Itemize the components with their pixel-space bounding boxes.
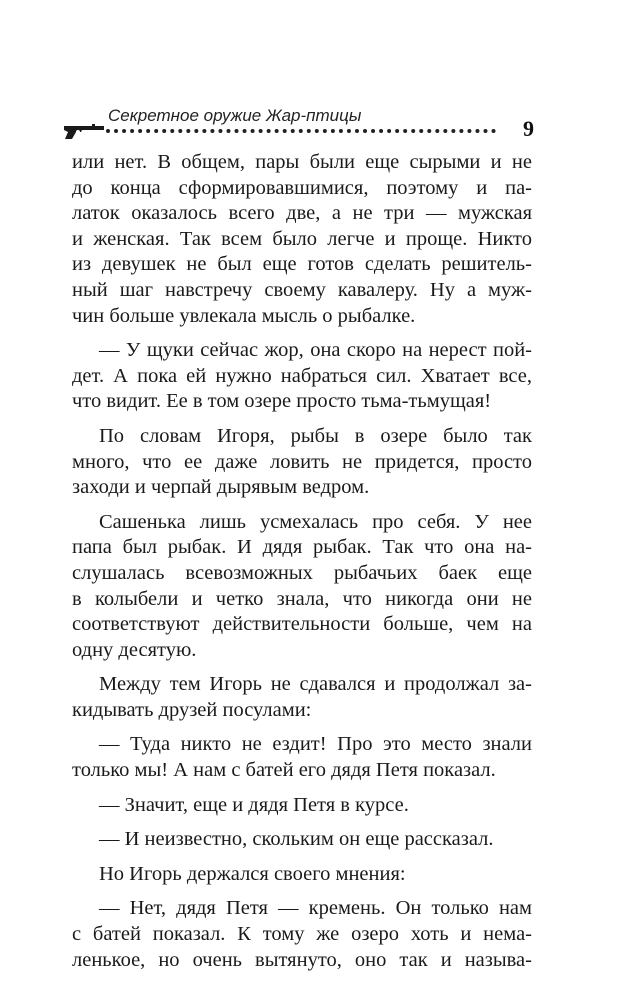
text-line: Между тем Игорь не сдавался и продолжал за- <box>99 673 532 696</box>
text-line: дет. А пока ей нужно набраться сил. Хватает все, <box>72 364 532 387</box>
text-line: одну десятую. <box>72 638 197 661</box>
text-line: с батей показал. К тому же озеро хоть и нема- <box>72 923 532 946</box>
text-line: папа был рыбак. И дядя рыбак. Так что она на- <box>72 536 532 559</box>
paragraph-7 <box>72 793 532 819</box>
text-line: до конца сформировавшимися, поэтому и па- <box>72 176 532 199</box>
paragraph-10 <box>72 896 532 973</box>
revolver-icon <box>62 122 106 140</box>
text-line: что видит. Ее в том озере просто тьма-тьмущая! <box>72 390 492 413</box>
page-header <box>62 100 540 140</box>
text-line: кидывать друзей посулами: <box>72 698 312 721</box>
dot-leader <box>106 129 496 133</box>
text-line: — У щуки сейчас жор, она скоро на нерест пой- <box>99 339 532 362</box>
paragraph-4 <box>72 510 532 664</box>
text-line: — Значит, еще и дядя Петя в курсе. <box>99 793 409 816</box>
body-text <box>72 150 532 973</box>
text-line: ный шаг навстречу своему кавалеру. Ну а муж- <box>72 278 532 301</box>
text-line: в колыбели и четко знала, что никогда они не <box>72 587 532 610</box>
text-line: слушалась всевозможных рыбачьих баек еще <box>72 561 532 584</box>
text-line: латок оказалось всего две, а не три — мужская <box>72 202 532 225</box>
paragraph-5 <box>72 672 532 723</box>
text-line: заходи и черпай дырявым ведром. <box>72 476 370 499</box>
text-line: Но Игорь держался своего мнения: <box>99 862 406 885</box>
text-line: из девушек не был еще готов сделать решитель- <box>72 253 532 276</box>
paragraph-6 <box>72 732 532 783</box>
paragraph-8 <box>72 827 532 853</box>
paragraph-2 <box>72 338 532 415</box>
paragraph-9 <box>72 862 532 888</box>
text-line: соответствуют действительности больше, чем на <box>72 613 532 636</box>
text-line: много, что ее даже ловить не придется, просто <box>72 450 532 473</box>
text-line: — И неизвестно, скольким он еще рассказал. <box>99 828 494 851</box>
running-title: Секретное оружие Жар-птицы <box>108 106 362 125</box>
page-number: 9 <box>523 116 534 141</box>
text-line: — Туда никто не ездит! Про это место знали <box>99 733 532 756</box>
text-line: По словам Игоря, рыбы в озере было так <box>99 424 532 447</box>
text-line: — Нет, дядя Петя — кремень. Он только нам <box>99 897 532 920</box>
paragraph-3 <box>72 424 532 501</box>
text-line: или нет. В общем, пары были еще сырыми и не <box>72 151 532 173</box>
text-line: только мы! А нам с батей его дядя Петя показал. <box>72 759 496 782</box>
text-line: и женская. Так всем было легче и проще. Никто <box>72 227 532 250</box>
paragraph-1 <box>72 150 532 329</box>
text-line: ленькое, но очень вытянуто, оно так и называ- <box>72 948 532 971</box>
text-line: чин больше увлекала мысль о рыбалке. <box>72 304 416 327</box>
text-line: Сашенька лишь усмехалась про себя. У нее <box>99 510 532 533</box>
